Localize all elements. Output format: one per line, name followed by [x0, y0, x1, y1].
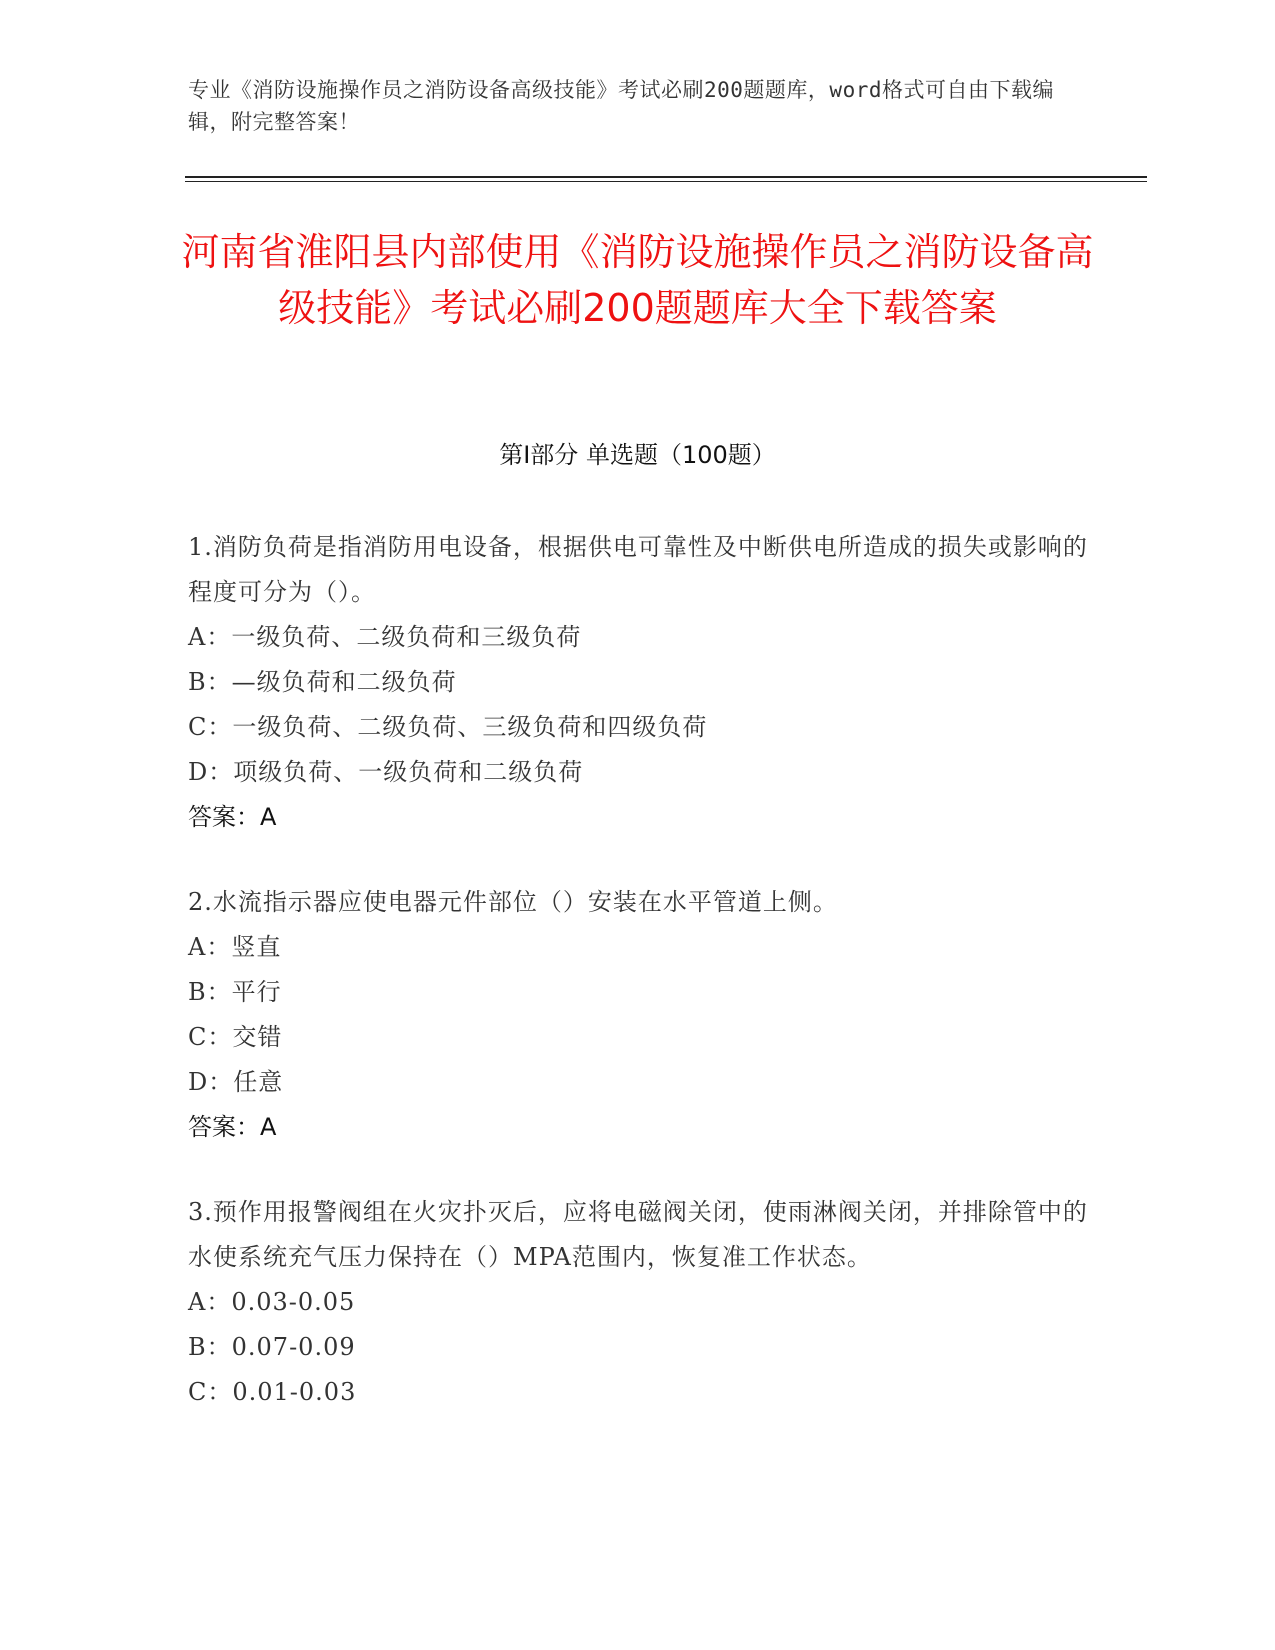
option-a: A：一级负荷、二级负荷和三级负荷: [188, 623, 582, 651]
option-b: B：0.07-0.09: [188, 1333, 356, 1361]
question-list: [188, 525, 1088, 1455]
option-a: A：竖直: [188, 933, 282, 961]
option-c: C：一级负荷、二级负荷、三级负荷和四级负荷: [188, 713, 708, 741]
option-b: B：—级负荷和二级负荷: [188, 668, 457, 696]
question-text: 2.水流指示器应使电器元件部位（）安装在水平管道上侧。: [188, 888, 838, 916]
answer-line: 答案：A: [188, 803, 277, 831]
option-a: A：0.03-0.05: [188, 1288, 356, 1316]
question-1: [188, 525, 1088, 840]
option-c: C：交错: [188, 1023, 283, 1051]
header-divider-thin: [185, 181, 1147, 182]
option-d: D：项级负荷、一级负荷和二级负荷: [188, 758, 584, 786]
header-note: 专业《消防设施操作员之消防设备高级技能》考试必刷200题题库，word格式可自由下载编辑，附完整答案！: [188, 78, 1054, 134]
option-d: D：任意: [188, 1068, 284, 1096]
document-title: 河南省淮阳县内部使用《消防设施操作员之消防设备高级技能》考试必刷200题题库大全下载答案: [181, 230, 1094, 330]
header-divider-thick: [185, 176, 1147, 178]
answer-line: 答案：A: [188, 1113, 277, 1141]
question-text: 1.消防负荷是指消防用电设备，根据供电可靠性及中断供电所造成的损失或影响的程度可分为（）。: [188, 533, 1088, 606]
question-text: 3.预作用报警阀组在火灾扑灭后，应将电磁阀关闭，使雨淋阀关闭，并排除管中的水使系统充气压力保持在（）MPA范围内，恢复准工作状态。: [188, 1198, 1088, 1271]
section-title: 第Ⅰ部分 单选题（100题）: [499, 441, 776, 469]
question-2: [188, 880, 1088, 1150]
option-b: B：平行: [188, 978, 282, 1006]
question-3: [188, 1190, 1088, 1415]
option-c: C：0.01-0.03: [188, 1378, 357, 1406]
